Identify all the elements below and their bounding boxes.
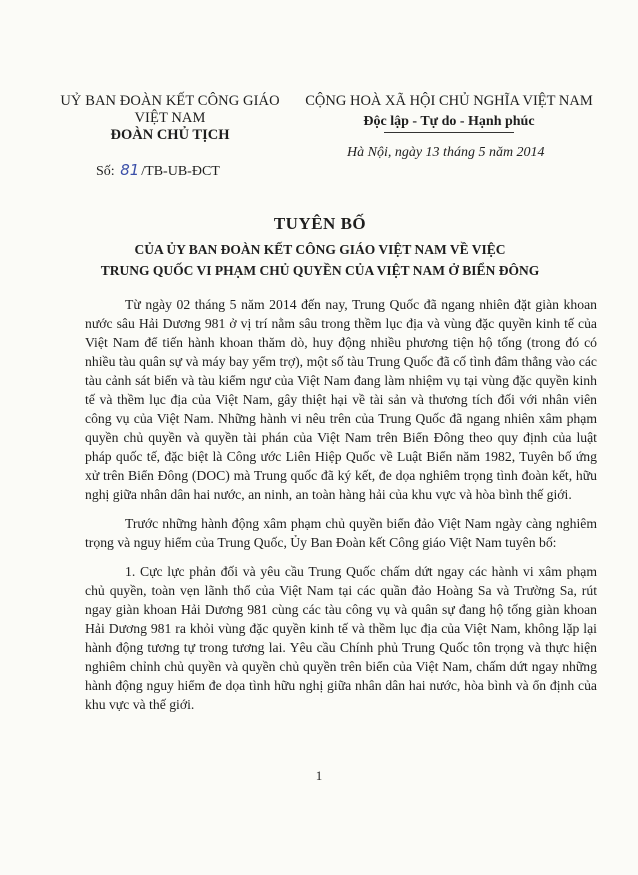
body-paragraph-2: Trước những hành động xâm phạm chủ quyền biển đảo Việt Nam ngày càng nghiêm trọng và nguy hiểm của Trung Quốc, Ủy Ban Đoàn kết Công giáo Việt Nam tuyên bố: (85, 516, 597, 550)
document-number-handwritten: 81 (120, 161, 140, 179)
country-name: CỘNG HOÀ XÃ HỘI CHỦ NGHĨA VIỆT NAM (305, 93, 593, 109)
document-body (85, 295, 597, 724)
title-subheading-line2: TRUNG QUỐC VI PHẠM CHỦ QUYỀN CỦA VIỆT NAM Ở BIỂN ĐÔNG (100, 263, 540, 278)
document-number-suffix: /TB-UB-ĐCT (141, 164, 220, 179)
motto-underline (384, 132, 514, 133)
document-number (96, 161, 220, 180)
document-date: Hà Nội, ngày 13 tháng 5 năm 2014 (347, 145, 545, 160)
issuing-organization (40, 93, 300, 144)
document-number-prefix: Số: (96, 164, 115, 179)
title-subheading-line1: CỦA ỦY BAN ĐOÀN KẾT CÔNG GIÁO VIỆT NAM VỀ VIỆC (134, 242, 506, 257)
org-department: ĐOÀN CHỦ TỊCH (110, 127, 230, 143)
title-heading: TUYÊN BỐ (273, 214, 367, 233)
document-title (60, 214, 580, 281)
body-paragraph-1: Từ ngày 02 tháng 5 năm 2014 đến nay, Trung Quốc đã ngang nhiên đặt giàn khoan nước sâu Hải Dương 981 ở vị trí nằm sâu trong thềm lục địa và vùng đặc quyền kinh tế của Việt Nam để tiến hành khoan thăm dò, huy động nhiều phương tiện hộ tống (trong đó có nhiều tàu quân sự và máy bay yểm trợ), một số tàu Trung Quốc đã cố tình đâm thẳng vào các tàu cảnh sát biển và tàu kiểm ngư của Việt Nam đang làm nhiệm vụ tại vùng đặc quyền kinh tế và thềm lục địa của Việt Nam, gây thiệt hại về tài sản và thương tích đối với nhân viên công vụ của Việt Nam. Những hành vi nêu trên của Trung Quốc đã ngang nhiên xâm phạm quyền chủ quyền và quyền tài phán của Việt Nam trên Biển Đông theo quy định của luật pháp quốc tế, đặc biệt là Công ước Liên Hiệp Quốc về Luật Biển năm 1982, Tuyên bố ứng xử trên Biển Đông (DOC) mà Trung quốc đã ký kết, đe dọa nghiêm trọng tình đoàn kết, hữu nghị giữa nhân dân hai nước, an ninh, an toàn hàng hải của khu vực và hòa bình thế giới. (85, 297, 597, 502)
national-motto: Độc lập - Tự do - Hạnh phúc (363, 114, 535, 129)
page-number: 1 (315, 768, 323, 783)
national-header (284, 93, 614, 133)
body-paragraph-3: 1. Cực lực phản đối và yêu cầu Trung Quốc chấm dứt ngay các hành vi xâm phạm chủ quyền, toàn vẹn lãnh thổ của Việt Nam tại các quần đảo Hoàng Sa và Trường Sa, rút ngay giàn khoan Hải Dương 981 cùng các tàu công vụ và quân sự đang hộ tống giàn khoan Hải Dương 981 ra khỏi vùng đặc quyền kinh tế và thềm lục địa của Việt Nam, không lặp lại hành động tương tự trong tương lai. Yêu cầu Chính phủ Trung Quốc tôn trọng và thực hiện nghiêm chỉnh chủ quyền và quyền chủ quyền trên biển của Việt Nam, chấm dứt ngay những hành động nguy hiểm đe dọa tình hữu nghị giữa nhân dân hai nước, hòa bình và ổn định của khu vực và thế giới. (85, 564, 597, 712)
org-name-line2: VIỆT NAM (134, 110, 206, 126)
org-name-line1: UỶ BAN ĐOÀN KẾT CÔNG GIÁO (60, 93, 280, 109)
